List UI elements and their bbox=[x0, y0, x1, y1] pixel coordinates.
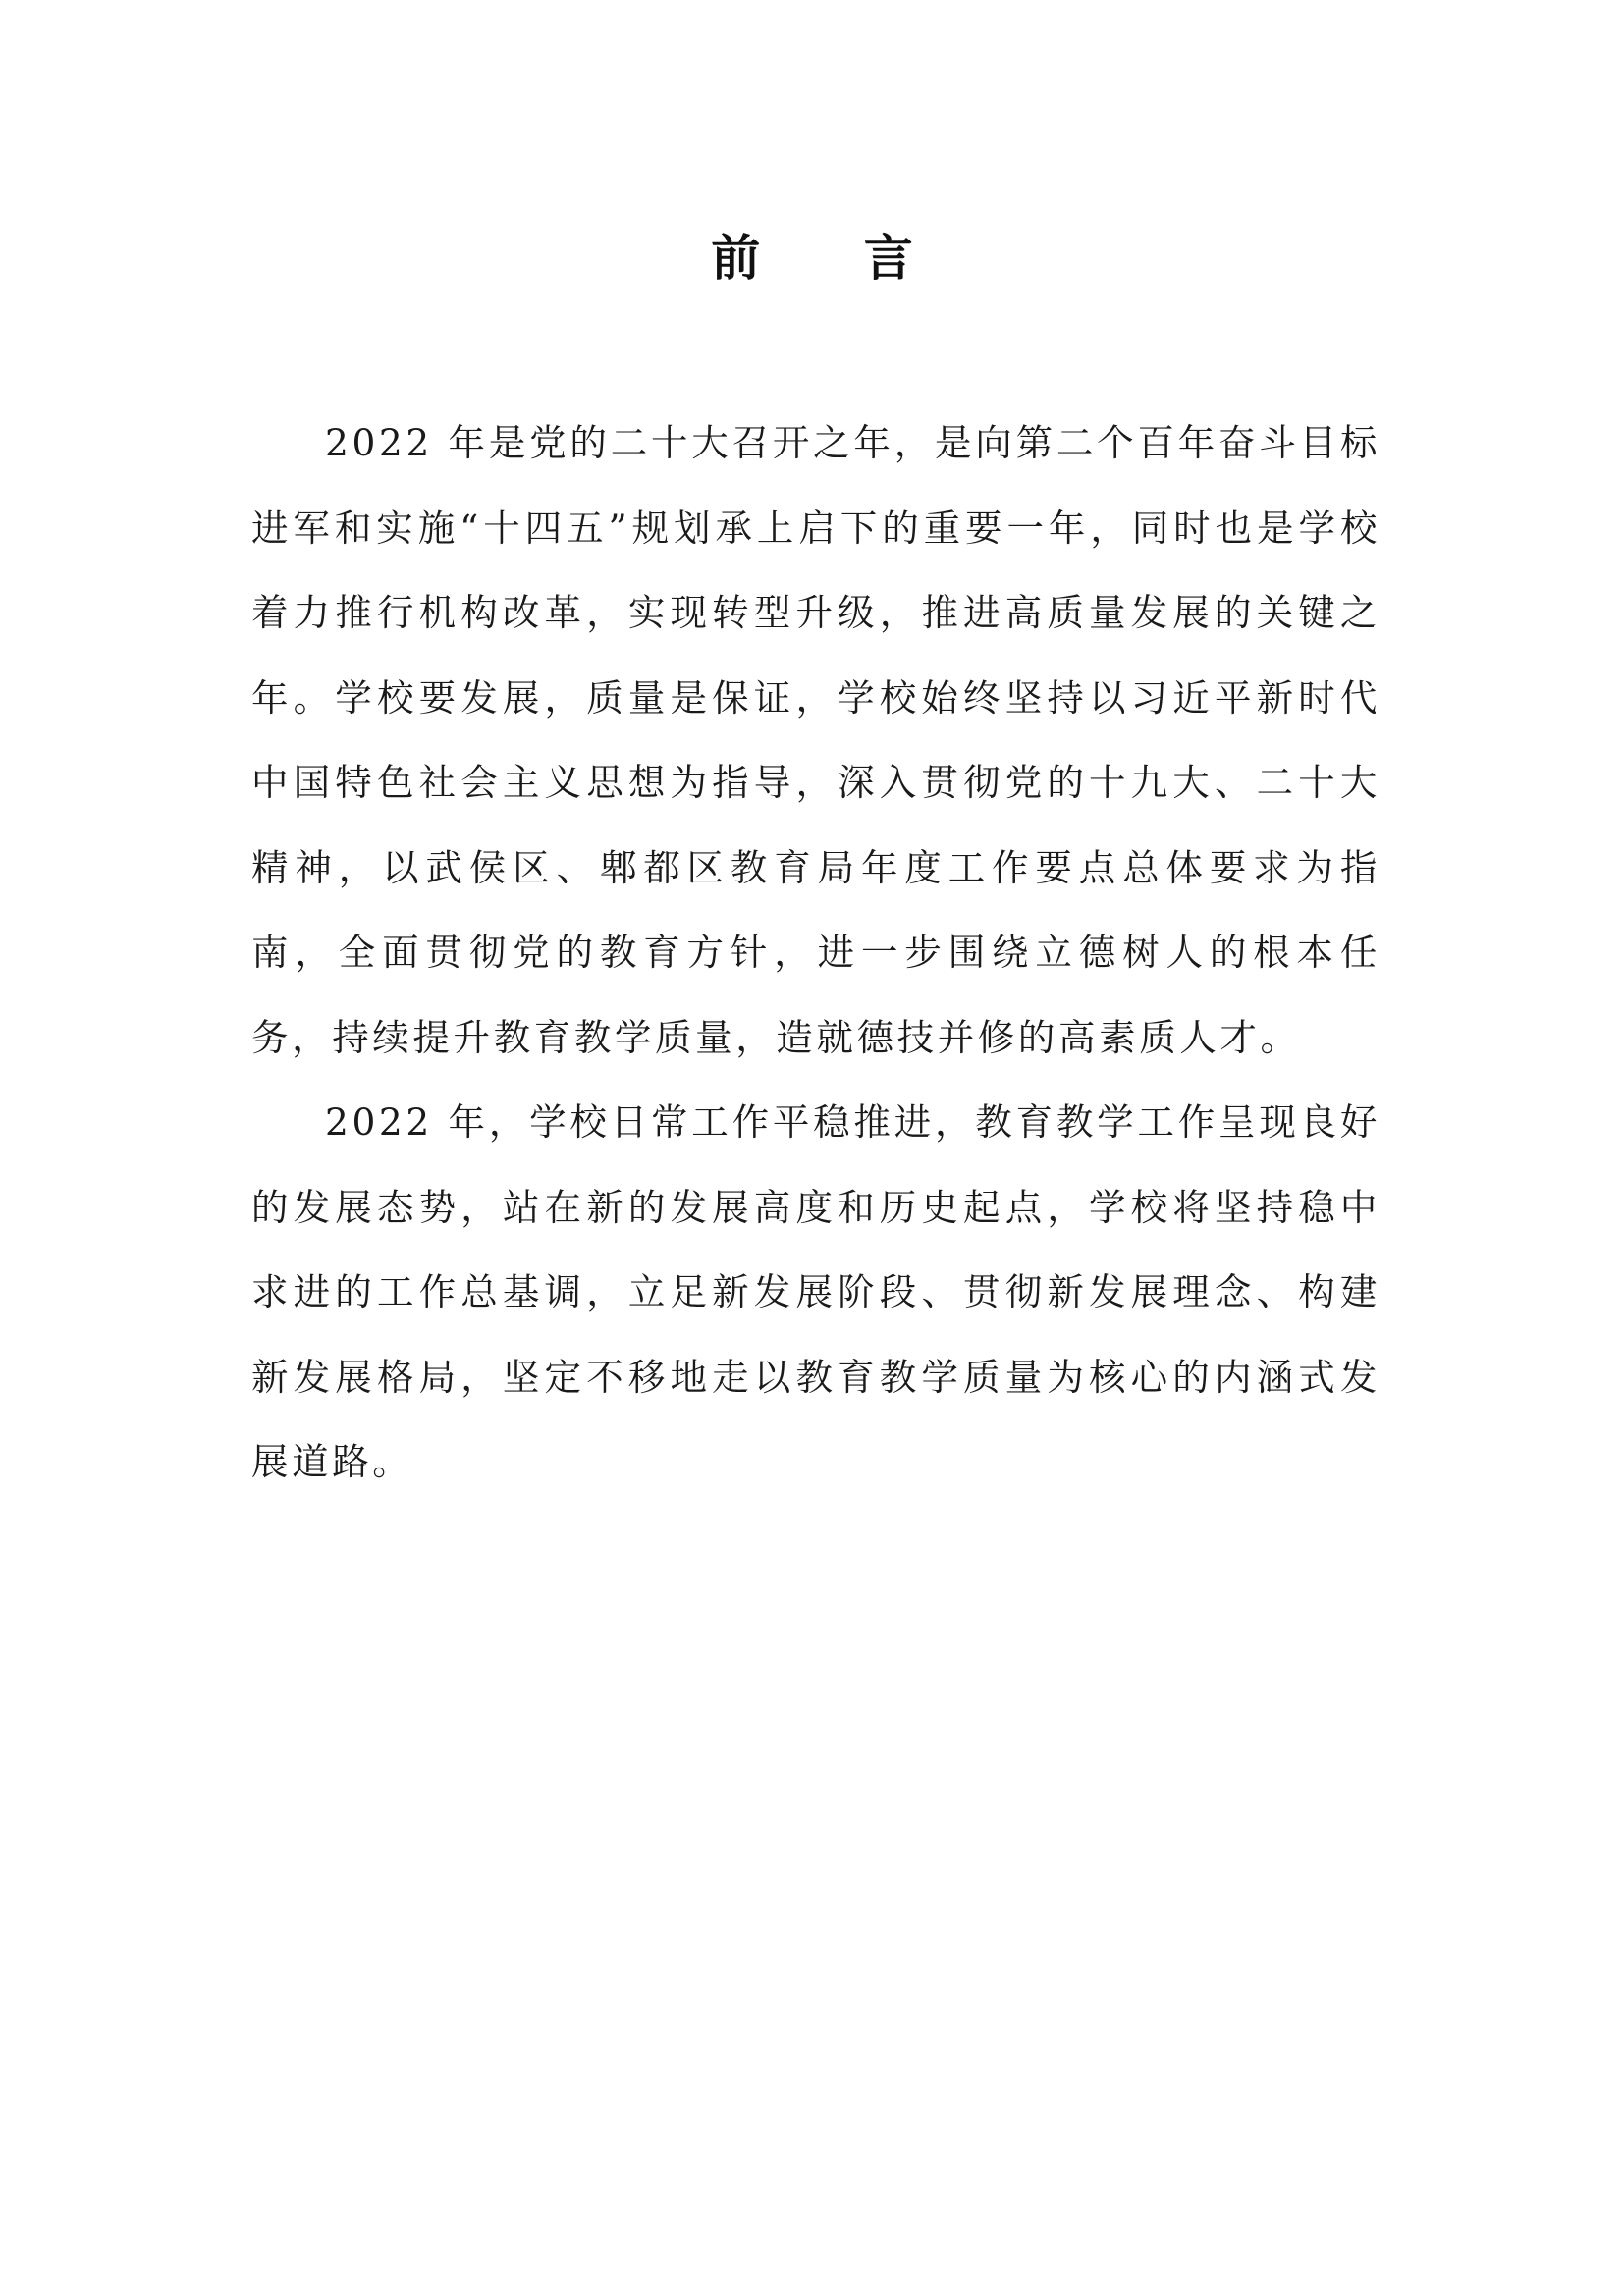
page-title: 前 言 bbox=[711, 230, 956, 287]
document-body bbox=[251, 400, 1380, 1505]
paragraph: 2022 年，学校日常工作平稳推进，教育教学工作呈现良好的发展态势，站在新的发展高度和历史起点，学校将坚持稳中求进的工作总基调，立足新发展阶段、贯彻新发展理念、构建新发展格局，坚定不移地走以教育教学质量为核心的内涵式发展道路。 bbox=[251, 1100, 1380, 1483]
paragraph: 2022 年是党的二十大召开之年，是向第二个百年奋斗目标进军和实施“十四五”规划承上启下的重要一年，同时也是学校着力推行机构改革，实现转型升级，推进高质量发展的关键之年。学校要发展，质量是保证，学校始终坚持以习近平新时代中国特色社会主义思想为指导，深入贯彻党的十九大、二十大精神，以武侯区、郫都区教育局年度工作要点总体要求为指南，全面贯彻党的教育方针，进一步围绕立德树人的根本任务，持续提升教育教学质量，造就德技并修的高素质人才。 bbox=[251, 421, 1380, 1059]
